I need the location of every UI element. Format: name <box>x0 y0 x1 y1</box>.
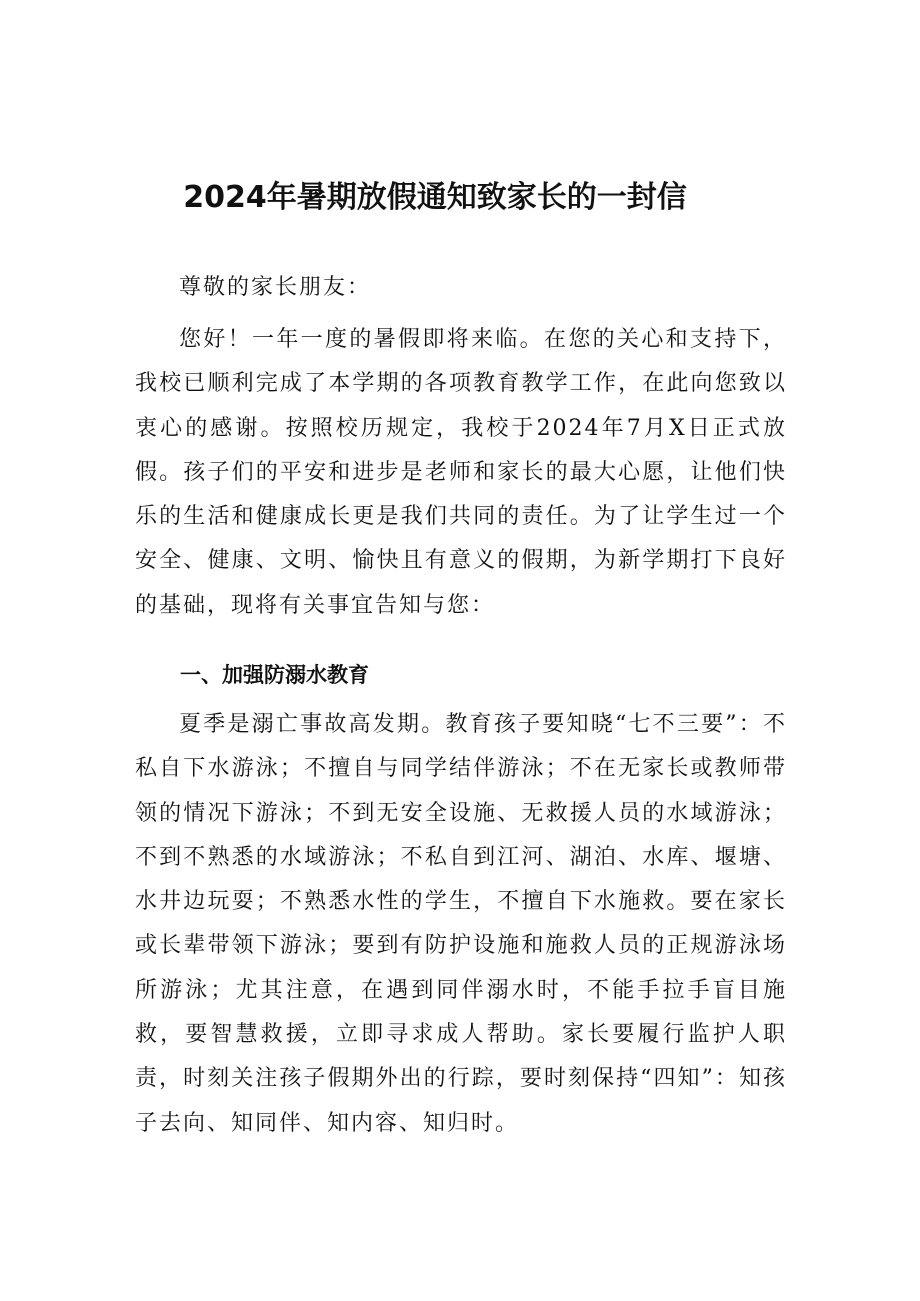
paragraph-drowning-prevention: 夏季是溺亡事故高发期。教育孩子要知晓“七不三要”：不私自下水游泳；不擅自与同学结伴游泳；不在无家长或教师带领的情况下游泳；不到无安全设施、无救援人员的水域游泳；不到不熟悉的水域游泳；不私自到江河、湖泊、水库、堰塘、水井边玩耍；不熟悉水性的学生，不擅自下水施救。要在家长或长辈带领下游泳；要到有防护设施和施救人员的正规游泳场所游泳；尤其注意，在遇到同伴溺水时，不能手拉手盲目施救，要智慧救援，立即寻求成人帮助。家长要履行监护人职责，时刻关注孩子假期外出的行踪，要时刻保持“四知”：知孩子去向、知同伴、知内容、知归时。 <box>135 712 787 1136</box>
greeting: 尊敬的家长朋友： <box>179 275 372 300</box>
section-heading-drowning-prevention: 一、加强防溺水教育 <box>180 663 369 687</box>
document-title: 2024年暑期放假通知致家长的一封信 <box>183 180 687 215</box>
paragraph-intro: 您好！一年一度的暑假即将来临。在您的关心和支持下，我校已顺利完成了本学期的各项教育教学工作，在此向您致以衷心的感谢。按照校历规定，我校于2024年7月X日正式放假。孩子们的平安和进步是老师和家长的最大心愿，让他们快乐的生活和健康成长更是我们共同的责任。为了让学生过一个安全、健康、文明、愉快且有意义的假期，为新学期打下良好的基础，现将有关事宜告知与您： <box>135 327 787 618</box>
